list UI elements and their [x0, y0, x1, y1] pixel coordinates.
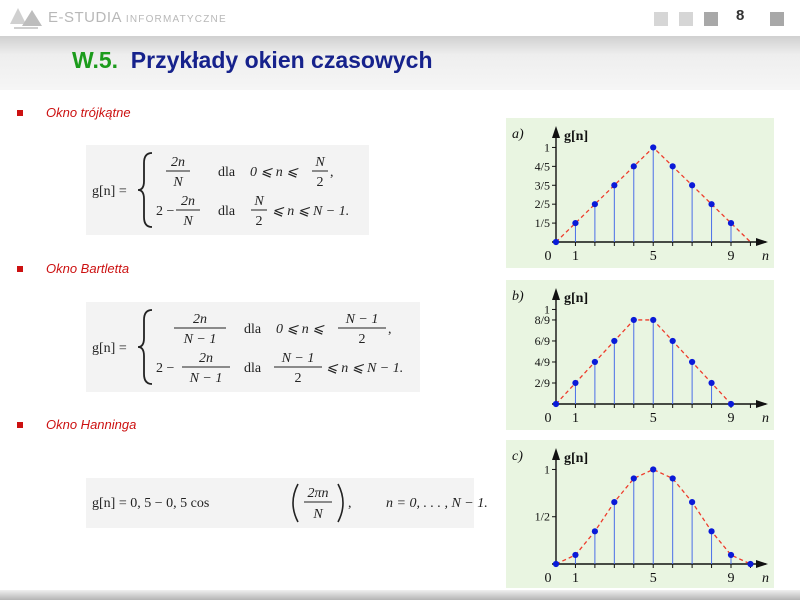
y-axis-arrow-icon	[552, 288, 560, 300]
frac-den: 2	[294, 371, 302, 386]
data-point	[670, 338, 676, 344]
x-tick-label: 5	[649, 411, 657, 426]
logo-main: E-STUDIA	[48, 9, 122, 26]
formula-lhs: g[n] = 0, 5 − 0, 5 cos	[92, 496, 210, 511]
frac-num: N − 1	[281, 351, 315, 366]
data-point	[708, 528, 714, 534]
chart-panel-c	[506, 440, 774, 588]
footer-bar	[0, 590, 800, 600]
data-point	[611, 338, 617, 344]
data-point	[553, 561, 559, 567]
x-axis-arrow-icon	[756, 560, 768, 568]
data-point	[631, 163, 637, 169]
cond-range: ⩽ n ⩽ N − 1.	[326, 361, 404, 376]
data-point	[572, 552, 578, 558]
x-tick-label: 0	[544, 571, 552, 586]
data-point	[670, 475, 676, 481]
data-point	[592, 201, 598, 207]
data-point	[553, 239, 559, 245]
data-point	[708, 380, 714, 386]
comma: ,	[348, 496, 352, 511]
x-axis-label: n	[762, 249, 769, 264]
x-tick-label: 5	[649, 571, 657, 586]
y-tick-label: 1/2	[534, 509, 550, 524]
bullet-icon	[17, 266, 23, 272]
data-point	[689, 359, 695, 365]
frac-num: 2πn	[307, 486, 329, 501]
bullet-icon	[17, 110, 23, 116]
prefix-text: 2 −	[156, 361, 175, 376]
frac-num: N − 1	[345, 312, 379, 327]
y-tick-label: 1	[544, 302, 550, 317]
nav-square-4[interactable]	[770, 12, 784, 26]
y-axis-arrow-icon	[552, 448, 560, 460]
data-point	[631, 475, 637, 481]
cond-text: dla	[244, 361, 262, 376]
y-tick-label: 2/9	[534, 375, 550, 390]
frac-den: 2	[316, 175, 324, 190]
data-point	[670, 163, 676, 169]
frac-den: N	[173, 175, 183, 190]
frac-den: 2	[358, 332, 366, 347]
frac-den: N	[313, 507, 323, 522]
formula-bartlett	[86, 302, 420, 392]
page-title	[72, 47, 433, 74]
data-point	[553, 401, 559, 407]
x-tick-label: 1	[571, 411, 579, 426]
nav-square-1[interactable]	[654, 12, 668, 26]
prefix-text: 2 −	[156, 204, 175, 219]
comma: ,	[330, 165, 334, 180]
formula-lhs: g[n] =	[92, 184, 127, 199]
y-axis-label: g[n]	[564, 451, 589, 466]
cond-text: dla	[218, 165, 236, 180]
title-number: W.5.	[72, 47, 119, 73]
nav-square-2[interactable]	[679, 12, 693, 26]
x-axis-label: n	[762, 411, 769, 426]
data-point	[592, 528, 598, 534]
data-point	[728, 220, 734, 226]
x-tick-label: 0	[544, 411, 552, 426]
chart-panel-a	[506, 118, 774, 268]
x-tick-label: 1	[571, 249, 579, 264]
y-tick-label: 1	[544, 140, 550, 155]
y-tick-label: 4/5	[534, 159, 550, 174]
x-axis-label: n	[762, 571, 769, 586]
x-tick-label: 9	[727, 571, 735, 586]
top-bar	[0, 0, 800, 36]
y-tick-label: 4/9	[534, 354, 550, 369]
cond-range: ⩽ n ⩽ N − 1.	[272, 204, 350, 219]
section-label-bartlett: Okno Bartletta	[46, 261, 130, 276]
bullet-icon	[17, 422, 23, 428]
frac-num: N	[254, 194, 264, 209]
x-tick-label: 5	[649, 249, 657, 264]
title-text: Przykłady okien czasowych	[130, 47, 433, 73]
data-point	[708, 201, 714, 207]
x-tick-label: 9	[727, 249, 735, 264]
panel-label: c)	[512, 449, 523, 464]
formula-lhs: g[n] =	[92, 341, 127, 356]
cond-text: dla	[244, 322, 262, 337]
frac-den: 2	[255, 214, 263, 229]
data-point	[592, 359, 598, 365]
brace-icon	[138, 153, 152, 227]
frac-num: 2n	[193, 312, 207, 327]
chart-b	[506, 280, 774, 430]
paren-left-icon	[293, 484, 298, 522]
x-tick-label: 0	[544, 249, 552, 264]
data-point	[747, 561, 753, 567]
data-point	[728, 401, 734, 407]
y-tick-label: 1/5	[534, 216, 550, 231]
data-point	[631, 317, 637, 323]
frac-num: 2n	[199, 351, 213, 366]
section-label-triangular: Okno trójkątne	[46, 105, 131, 120]
formula-triangular	[86, 145, 369, 235]
frac-den: N	[183, 214, 193, 229]
data-point	[572, 220, 578, 226]
cond-range: 0 ⩽ n ⩽	[250, 165, 298, 180]
comma: ,	[388, 322, 392, 337]
data-point	[650, 144, 656, 150]
x-tick-label: 9	[727, 411, 735, 426]
cond-text: dla	[218, 204, 236, 219]
paren-right-icon	[338, 484, 343, 522]
y-tick-label: 6/9	[534, 333, 550, 348]
x-axis-arrow-icon	[756, 400, 768, 408]
brace-icon	[138, 310, 152, 384]
frac-den: N − 1	[189, 371, 223, 386]
data-point	[611, 182, 617, 188]
data-point	[611, 499, 617, 505]
y-tick-label: 8/9	[534, 312, 550, 327]
y-tick-label: 3/5	[534, 178, 550, 193]
frac-num: 2n	[181, 194, 195, 209]
panel-label: b)	[512, 289, 524, 304]
y-tick-label: 2/5	[534, 197, 550, 212]
frac-num: N	[315, 155, 325, 170]
data-point	[728, 552, 734, 558]
y-tick-label: 1	[544, 462, 550, 477]
chart-c	[506, 440, 774, 588]
chart-panel-b	[506, 280, 774, 430]
cond-range: 0 ⩽ n ⩽	[276, 322, 324, 337]
y-axis-arrow-icon	[552, 126, 560, 138]
data-point	[689, 499, 695, 505]
section-label-hanning: Okno Hanninga	[46, 417, 137, 432]
frac-den: N − 1	[183, 332, 217, 347]
data-point	[572, 380, 578, 386]
frac-num: 2n	[171, 155, 185, 170]
data-point	[689, 182, 695, 188]
x-tick-label: 1	[571, 571, 579, 586]
x-axis-arrow-icon	[756, 238, 768, 246]
logo-sub: INFORMATYCZNE	[125, 14, 227, 25]
logo-icon	[8, 4, 44, 30]
logo-text	[48, 9, 227, 26]
page-number: 8	[736, 7, 745, 24]
chart-a	[506, 118, 774, 268]
y-axis-label: g[n]	[564, 129, 589, 144]
data-point	[650, 466, 656, 472]
data-point	[650, 317, 656, 323]
envelope-line	[556, 320, 731, 404]
formula-hanning	[86, 478, 488, 528]
panel-label: a)	[512, 127, 524, 142]
range-text: n = 0, . . . , N − 1.	[386, 496, 488, 511]
nav-square-3[interactable]	[704, 12, 718, 26]
y-axis-label: g[n]	[564, 291, 589, 306]
